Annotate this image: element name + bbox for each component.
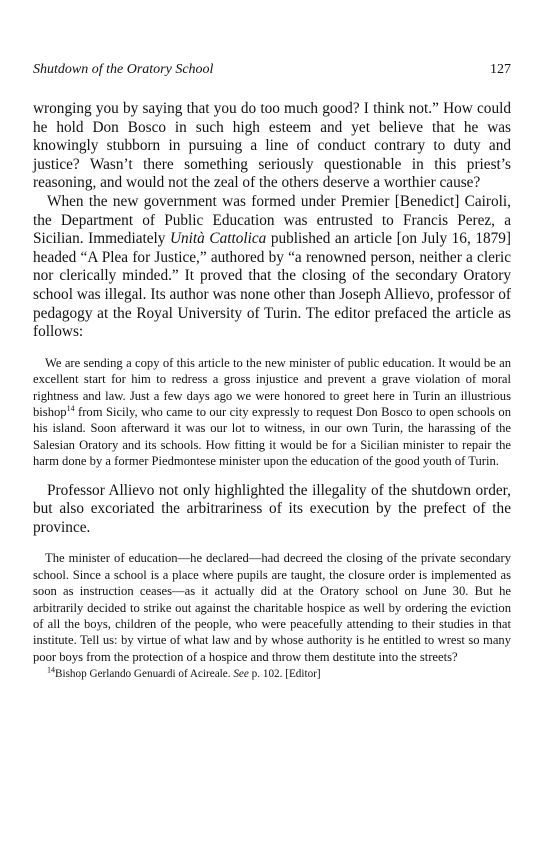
footnote-text: Bishop Gerlando Genuardi of Acireale. <box>55 668 234 681</box>
running-head <box>33 62 511 84</box>
quote-text: from Sicily, who came to our city expressly to request Don Bosco to open schools on his island. Soon afterward it was our lot to witness, in our own Turin, the harassing of the Salesian Oratory and its schools. How fitting it would be for a Sicilian minister to repair the harm done by a former Piedmontese minister upon the education of the good youth of Turin. <box>33 404 511 469</box>
book-page <box>33 62 511 681</box>
paragraph-text: Professor Allievo not only highlighted the illegality of the shutdown order, but also excoriated the arbitrariness of its execution by the prefect of the province. <box>33 481 511 536</box>
body-paragraph-2 <box>33 193 511 342</box>
quote-text: The minister of education—he declared—had decreed the closing of the private secondary school. Since a school is a place where pupils are taught, the closure order is implemented as soon as instruction ceases—as it actually did at the Oratory school on June 30. But he arbitrarily decided to strike out against the charitable hospice as well by ordering the eviction of all the boys, children of the people, who were peacefully attending to their studies in that institute. Tell us: by virtue of what law and by whose authority is he entitled to wrest so many poor boys from the protection of a hospice and throw them destitute into the streets? <box>33 551 511 664</box>
paragraph-text: published an article [on July 16, 1879] headed “A Plea for Justice,” authored by “a renowned person, neither a cleric nor clerically minded.” It proved that the closing of the secondary Oratory school was illegal. Its author was none other than Joseph Allievo, professor of pedagogy at the Royal University of Turin. The editor prefaced the article as follows: <box>33 230 512 341</box>
paragraph-text: wronging you by saying that you do too much good? I think not.” How could he hold Don Bosco in such high esteem and yet believe that he was knowingly stubborn in pursuing a line of conduct contrary to duty and justice? Wasn’t there something seriously questionable in this priest’s reasoning, and would not the zeal of the others deserve a worthier cause? <box>33 100 511 192</box>
footnote-number: 14 <box>47 665 55 675</box>
footnote-text: p. 102. [Editor] <box>248 668 321 681</box>
footnote-see: See <box>233 668 249 681</box>
quote-text: We are sending a copy of this article to the new minister of public education. It would be an excellent start for him to redress a gross injustice and prevent a grave violation of moral rightness and law. Just a few days ago we were honored to greet here in Turin an illustrious bishop <box>33 355 511 419</box>
footnote-reference: 14 <box>66 403 75 413</box>
paragraph-text: When the new government was formed under Premier [Benedict] Cairoli, the Department of Public Education was entrusted to Francis Perez, a Sicilian. Immediately <box>33 192 511 248</box>
page-number: 127 <box>490 62 511 77</box>
newspaper-title: Unità Cattolica <box>169 230 267 248</box>
block-quote-1 <box>33 355 511 470</box>
running-title: Shutdown of the Oratory School <box>33 62 214 77</box>
body-paragraph-3 <box>33 482 511 538</box>
block-quote-2 <box>33 550 511 665</box>
body-paragraph-1 <box>33 100 511 193</box>
footnote <box>47 667 511 681</box>
